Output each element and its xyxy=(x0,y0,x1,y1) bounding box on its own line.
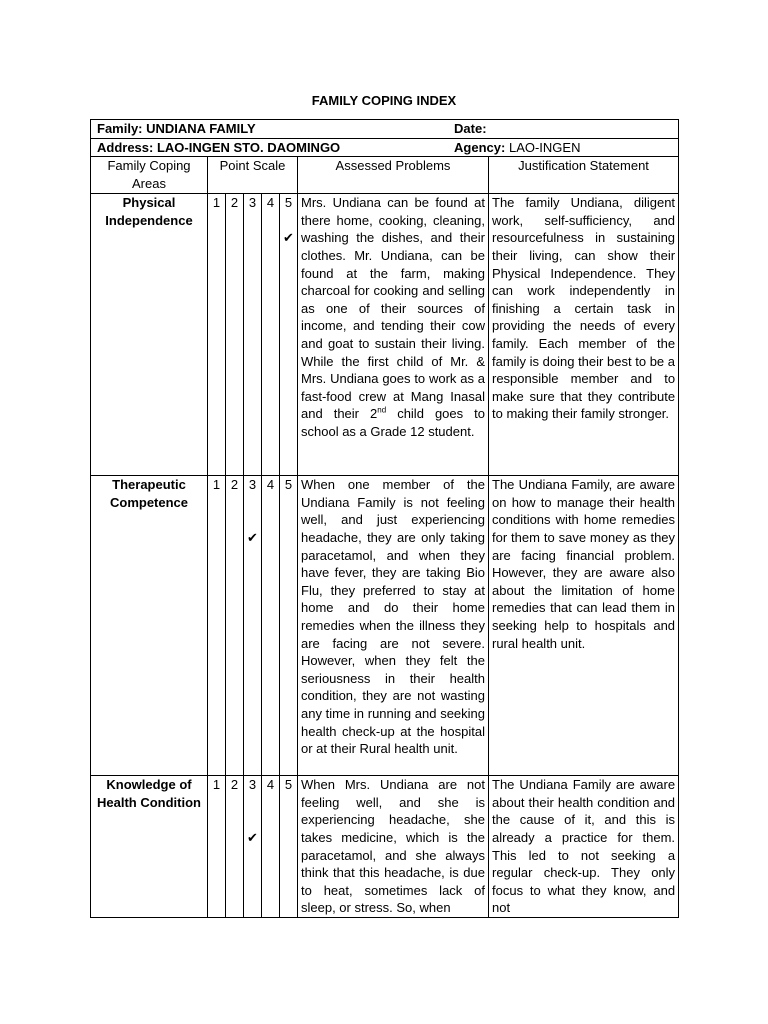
justification-statement: The family Undiana, diligent work, self-sufficiency, and resourcefulness in sustaining their living, can show their Physical Independence. They can work independently in finishing a certain task in providing the needs of every family. Each member of the family is doing their best to be a responsible member and to make sure that they contribute to making their family stronger. xyxy=(489,194,679,476)
col-header-problems: Assessed Problems xyxy=(298,157,489,194)
problem-text-2: child goes to school as a Grade 12 student. xyxy=(301,406,486,439)
col-header-justification: Justification Statement xyxy=(489,157,679,194)
date-label: Date: xyxy=(454,121,487,136)
agency-value: LAO-INGEN xyxy=(508,139,581,155)
scale-2: 2 xyxy=(226,194,244,476)
col-header-areas: Family Coping Areas xyxy=(91,157,208,194)
address-row xyxy=(91,138,679,157)
justification-statement: The Undiana Family are aware about their health condition and the cause of it, and this is already a practice for them. This led to not seeking a regular check-up. They only focus to what they know, and not xyxy=(489,776,679,918)
scale-5: 5 xyxy=(280,776,298,918)
assessed-problem: When one member of the Undiana Family is not feeling well, and just experiencing headache, they are only taking paracetamol, and when they have fever, they are taking Bio Flu, they preferred to stay at home and do their home remedies when the illness they are facing are not severe. However, when they felt the seriousness in their health condition, they are not wasting any time in running and seeking health check-up at the hospital or at their Rural health unit. xyxy=(298,476,489,776)
assessed-problem xyxy=(298,194,489,476)
table-row xyxy=(91,776,679,918)
ordinal-suffix: nd xyxy=(377,405,387,415)
scale-5 xyxy=(280,194,298,476)
address-label: Address: LAO-INGEN STO. DAOMINGO xyxy=(97,139,341,155)
scale-1: 1 xyxy=(208,194,226,476)
scale-4: 4 xyxy=(262,476,280,776)
scale-3-label: 3 xyxy=(248,777,257,793)
table-row xyxy=(91,476,679,776)
area-name: Physical Independence xyxy=(91,194,208,476)
scale-5-label: 5 xyxy=(284,195,293,211)
scale-4: 4 xyxy=(262,776,280,918)
scale-1: 1 xyxy=(208,776,226,918)
table-row xyxy=(91,194,679,476)
agency-label: Agency: xyxy=(454,139,506,155)
check-mark-icon: ✔ xyxy=(247,829,258,845)
scale-3: 3 xyxy=(244,194,262,476)
check-mark-icon: ✔ xyxy=(283,229,294,245)
scale-5: 5 xyxy=(280,476,298,776)
scale-3 xyxy=(244,476,262,776)
problem-text-1: Mrs. Undiana can be found at there home, cooking, cleaning, washing the dishes, and their clothes. Mr. Undiana, can be found at the farm, making charcoal for cooking and selling as one of their sources of income, and tending their cow and goat to sustain their living. While the first child of Mr. & Mrs. Undiana goes to work as a fast-food crew at Mang Inasal and their 2 xyxy=(301,195,485,422)
scale-2: 2 xyxy=(226,476,244,776)
col-header-point-scale: Point Scale xyxy=(208,157,298,194)
area-name: Therapeutic Competence xyxy=(91,476,208,776)
scale-1: 1 xyxy=(208,476,226,776)
area-name: Knowledge of Health Condition xyxy=(91,776,208,918)
justification-statement: The Undiana Family, are aware on how to manage their health conditions with home remedies for them to save money as they are facing financial problem. However, they are aware also about the limitation of home remedies that can lead them in seeking help to hospitals and rural health unit. xyxy=(489,476,679,776)
family-row xyxy=(91,120,679,139)
assessed-problem: When Mrs. Undiana are not feeling well, and she is experiencing headache, she takes medicine, which is the paracetamol, and she always think that this headache, is due to heat, sometimes lack of sleep, or stress. So, when xyxy=(298,776,489,918)
agency-field xyxy=(454,139,672,157)
scale-3-label: 3 xyxy=(248,477,257,493)
scale-2: 2 xyxy=(226,776,244,918)
scale-4: 4 xyxy=(262,194,280,476)
check-mark-icon: ✔ xyxy=(247,529,258,545)
scale-3 xyxy=(244,776,262,918)
family-label: Family: UNDIANA FAMILY xyxy=(97,121,256,136)
column-header-row xyxy=(91,157,679,194)
coping-index-table xyxy=(90,119,679,918)
document-title: FAMILY COPING INDEX xyxy=(311,93,457,108)
